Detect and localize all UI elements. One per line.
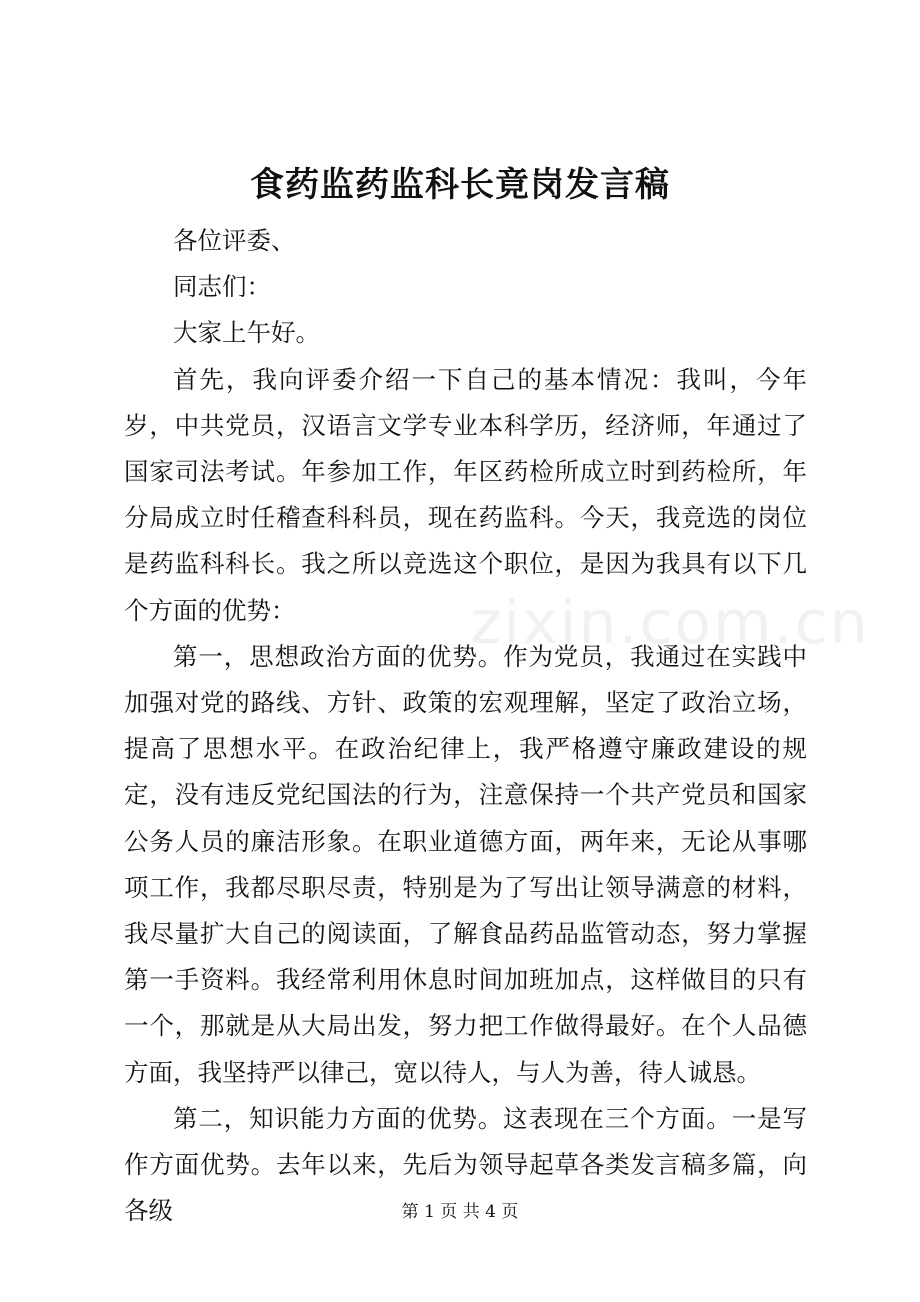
paragraph-salutation-1: 各位评委、 bbox=[173, 226, 296, 255]
watermark: zixin.com.cn bbox=[470, 588, 870, 658]
page-footer: 第 1 页 共 4 页 bbox=[401, 1202, 519, 1222]
paragraph-introduction: 首先，我向评委介绍一下自己的基本情况：我叫，今年岁，中共党员，汉语言文学专业本科学历，经济师，年通过了国家司法考试。年参加工作，年区药检所成立时到药检所，年分局成立时任稽查科科员，现在药监科。今天，我竞选的岗位是药监科科长。我之所以竞选这个职位，是因为我具有以下几个方面的优势： bbox=[124, 364, 807, 625]
paragraph-salutation-2: 同志们： bbox=[173, 272, 271, 302]
paragraph-knowledge-advantage: 第二，知识能力方面的优势。这表现在三个方面。一是写作方面优势。去年以来，先后为领导起草各类发言稿多篇，向各级 bbox=[124, 1103, 807, 1226]
paragraph-greeting: 大家上午好。 bbox=[173, 318, 320, 348]
paragraph-political-advantage: 第一，思想政治方面的优势。作为党员，我通过在实践中加强对党的路线、方针、政策的宏观理解，坚定了政治立场，提高了思想水平。在政治纪律上，我严格遵守廉政建设的规定，没有违反党纪国法的行为，注意保持一个共产党员和国家公务人员的廉洁形象。在职业道德方面，两年来，无论从事哪项工作，我都尽职尽责，特别是为了写出让领导满意的材料，我尽量扩大自己的阅读面，了解食品药品监管动态，努力掌握第一手资料。我经常利用休息时间加班加点，这样做目的只有一个，那就是从大局出发，努力把工作做得最好。在个人品德方面，我坚持严以律己，宽以待人，与人为善，待人诚恳。 bbox=[124, 641, 807, 1087]
document-body bbox=[124, 218, 807, 1234]
document-title: 食药监药监科长竟岗发言稿 bbox=[250, 165, 670, 205]
